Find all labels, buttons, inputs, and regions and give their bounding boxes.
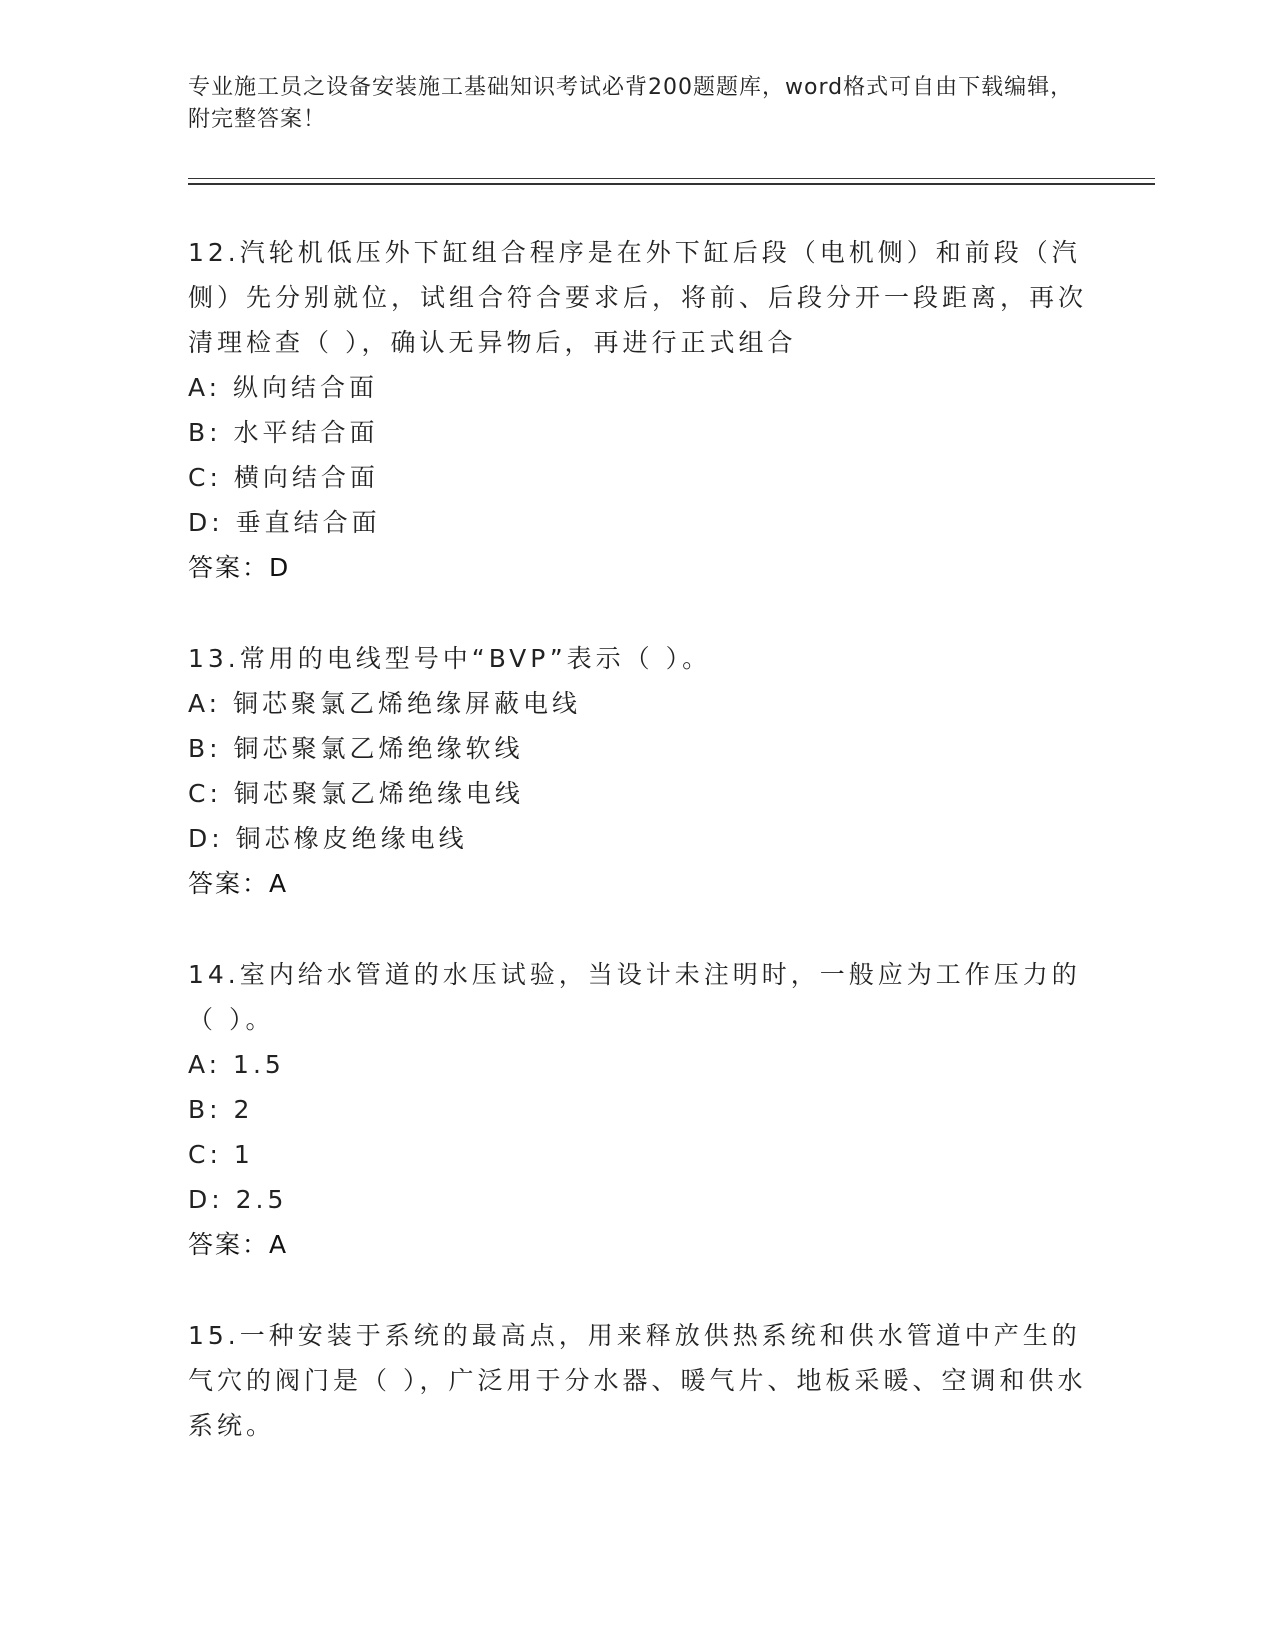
- question-stem: 15.一种安装于系统的最高点，用来释放供热系统和供水管道中产生的气穴的阀门是（ ），广泛用于分水器、暖气片、地板采暖、空调和供水系统。: [188, 1321, 1087, 1440]
- option-c: C: 1: [188, 1140, 254, 1169]
- question-stem: 14.室内给水管道的水压试验，当设计未注明时，一般应为工作压力的（ ）。: [188, 960, 1081, 1034]
- header-divider-thick: [188, 183, 1155, 185]
- option-b: B: 铜芯聚氯乙烯绝缘软线: [188, 734, 524, 763]
- question-14: [188, 952, 1088, 1267]
- option-a: A: 纵向结合面: [188, 373, 379, 402]
- question-12: [188, 230, 1088, 590]
- option-b: B: 水平结合面: [188, 418, 379, 447]
- question-15: [188, 1313, 1088, 1448]
- option-d: D: 垂直结合面: [188, 508, 381, 537]
- option-d: D: 铜芯橡皮绝缘电线: [188, 824, 468, 853]
- question-list: [188, 230, 1088, 1494]
- option-c: C: 铜芯聚氯乙烯绝缘电线: [188, 779, 524, 808]
- answer-label: 答案：: [188, 1230, 270, 1259]
- answer-line: [188, 861, 1088, 906]
- document-header: 专业施工员之设备安装施工基础知识考试必背200题题库，word格式可自由下载编辑，附完整答案！: [188, 75, 1074, 132]
- answer-value: A: [269, 1230, 287, 1259]
- option-d: D: 2.5: [188, 1185, 288, 1214]
- question-13: [188, 636, 1088, 906]
- option-b: B: 2: [188, 1095, 254, 1124]
- answer-label: 答案：: [188, 869, 270, 898]
- answer-line: [188, 1222, 1088, 1267]
- header-divider: [188, 178, 1155, 179]
- option-a: A: 铜芯聚氯乙烯绝缘屏蔽电线: [188, 689, 582, 718]
- answer-label: 答案：: [188, 553, 270, 582]
- answer-value: D: [269, 553, 289, 582]
- option-c: C: 横向结合面: [188, 463, 379, 492]
- option-a: A: 1.5: [188, 1050, 285, 1079]
- question-stem: 13.常用的电线型号中“BVP”表示（ ）。: [188, 644, 712, 673]
- answer-line: [188, 545, 1088, 590]
- question-stem: 12.汽轮机低压外下缸组合程序是在外下缸后段（电机侧）和前段（汽侧）先分别就位，试组合符合要求后，将前、后段分开一段距离，再次清理检查（ ），确认无异物后，再进行正式组合: [188, 238, 1088, 357]
- answer-value: A: [269, 869, 287, 898]
